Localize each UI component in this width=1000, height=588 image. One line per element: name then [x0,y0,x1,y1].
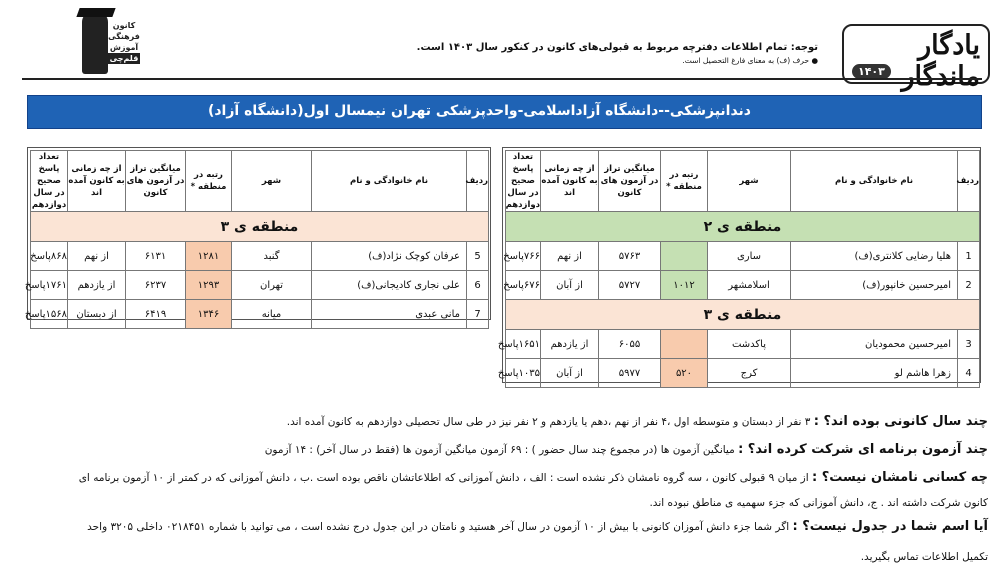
answers: ۶۷۶پاسخ [506,271,541,300]
faq-years-question: چند سال کانونی بوده اند؟ : [813,414,988,429]
student-name: امیرحسین محمودیان [791,330,958,359]
graduate-figure-icon [82,12,108,74]
table-row [506,330,980,359]
faq-missing-answer-cont: کانون شرکت داشته اند . ج، دانش آموزانی که جزء سهمیه ی مناطق نبوده اند. [649,497,988,509]
rank [661,242,708,271]
table-row [506,271,980,300]
region-header: منطقه ی ۳ [31,212,489,242]
since: از یازدهم [541,330,599,359]
col-rank: رتبه در منطقه * [661,151,708,212]
table-row [506,242,980,271]
col-avg: میانگین تراز در آزمون های کانون [599,151,661,212]
logo-year: ۱۴۰۳ [852,64,891,79]
rank: ۵۲۰ [661,359,708,388]
faq-not-listed-question: آیا اسم شما در جدول نیست؟ : [792,519,988,534]
student-name: عرفان کوچک نژاد(ف) [312,242,467,271]
average: ۶۱۳۱ [126,242,186,271]
faq-exams [265,442,988,457]
col-answers: تعداد پاسخ صحیح در سال دوازدهم [31,152,67,210]
col-rank: رتبه در منطقه * [186,151,232,212]
rank: ۱۰۱۲ [661,271,708,300]
since: از یازدهم [68,271,126,300]
city: کرج [708,359,791,388]
right-table [497,150,980,388]
rank: ۱۳۴۶ [186,300,232,329]
average: ۶۰۵۵ [599,330,661,359]
faq-exams-question: چند آزمون برنامه ای شرکت کرده اند؟ : [738,442,988,457]
city: ساری [708,242,791,271]
student-name: امیرحسین خانپور(ف) [791,271,958,300]
row-index: 5 [467,242,489,271]
city: پاکدشت [708,330,791,359]
graduation-cap-icon [76,8,115,17]
since: از نهم [541,242,599,271]
header-divider [22,78,982,80]
student-name: علی نجاری کادیجانی(ف) [312,271,467,300]
student-name: مانی عبدی [312,300,467,329]
col-row: ردیف [958,151,980,212]
col-avg: میانگین تراز در آزمون های کانون [126,151,186,212]
faq-years [287,414,988,429]
row-index: 1 [958,242,980,271]
kanoon-logo [78,8,140,78]
faq-missing-answer: از میان ۹ قبولی کانون ، سه گروه نامشان ذکر نشده است : الف ، دانش آموزانی که اطلاعاتشان ناقص بوده است .ب ، دانش آموزانی که در کمتر از ۱۰ آزمون برنامه ای [78,472,812,484]
since: از آبان [541,359,599,388]
student-name: زهرا هاشم لو [791,359,958,388]
average: ۵۷۲۷ [599,271,661,300]
average: ۵۹۷۷ [599,359,661,388]
since: از دبستان [68,300,126,329]
col-answers: تعداد پاسخ صحیح در سال دوازدهم [505,152,540,210]
city: گنبد [232,242,312,271]
faq-not-listed-answer: اگر شما جزء دانش آموزان کانونی با بیش از ۱۰ آزمون در سال آخر هستید و نامتان در این جدول درج نشده است ، می توانید با شماره ۰۲۱۸۴۵۱ داخلی ۳۲۰۵ واحد [87,521,793,533]
answers: ۱۵۶۸پاسخ [31,300,68,329]
header-notice: توجه: تمام اطلاعات دفترچه مربوط به قبولی‌های کانون در کنکور سال ۱۴۰۳ است. [416,42,818,53]
table-row [506,359,980,388]
col-row: ردیف [467,151,489,212]
since: از نهم [68,242,126,271]
row-index: 3 [958,330,980,359]
col-city: شهر [232,151,312,212]
rank: ۱۲۸۱ [186,242,232,271]
average: ۶۲۳۷ [126,271,186,300]
logo-line-1: کانون [112,21,136,30]
average: ۵۷۶۳ [599,242,661,271]
table-row [31,242,489,271]
faq-exams-answer: میانگین آزمون ها (در مجموع چند سال حضور ) : ۶۹ آزمون میانگین آزمون ها (فقط در سال آخر) : ۱۴ آزمون [264,444,739,456]
col-since: از چه زمانی به کانون آمده اند [541,151,599,212]
logo-line-3: آموزش [109,43,139,52]
average: ۶۴۱۹ [126,300,186,329]
col-name: نام خانوادگی و نام [791,151,958,212]
region-header: منطقه ی ۳ [506,300,980,330]
since: از آبان [541,271,599,300]
col-name: نام خانوادگی و نام [312,151,467,212]
city: تهران [232,271,312,300]
row-index: 4 [958,359,980,388]
table-row [31,271,489,300]
logo-text: یادگار ماندگار [901,30,980,92]
faq-years-answer: ۳ نفر از دبستان و متوسطه اول ،۴ نفر از نهم ،دهم یا یازدهم و ۲ نفر نیز در طی سال تحصیلی دوازدهم به کانون آمده اند. [286,416,814,428]
table-row [31,300,489,329]
faq-missing-question: چه کسانی نامشان نیست؟ : [812,470,988,485]
row-index: 7 [467,300,489,329]
left-table [24,150,489,329]
city: میانه [232,300,312,329]
faq-not-listed [87,519,988,534]
answers: ۱۰۳۵پاسخ [506,359,541,388]
answers: ۷۶۶پاسخ [506,242,541,271]
col-since: از چه زمانی به کانون آمده اند [68,151,126,212]
logo-line-4: قلم‌چی [109,54,139,63]
kanoon-logo-text [108,20,140,64]
region-header: منطقه ی ۲ [506,212,980,242]
logo-line-2: فرهنگی [108,32,140,41]
answers: ۸۶۸پاسخ [31,242,68,271]
city: اسلامشهر [708,271,791,300]
page-title: دندانپزشکی--دانشگاه آزاداسلامی-واحدپزشکی تهران نیمسال اول(دانشگاه آزاد) [207,103,751,119]
row-index: 6 [467,271,489,300]
answers: ۱۶۵۱پاسخ [506,330,541,359]
student-name: هلیا رضایی کلانتری(ف) [791,242,958,271]
answers: ۱۷۶۱پاسخ [31,271,68,300]
header-note: ● حرف (ف) به معنای فارغ التحصیل است. [682,56,818,65]
rank: ۱۲۹۳ [186,271,232,300]
yadegar-mandegar-logo [842,24,990,92]
rank [661,330,708,359]
faq-missing [79,470,988,485]
title-bar [27,95,982,129]
faq-not-listed-answer-cont: تکمیل اطلاعات تماس بگیرید. [860,551,988,563]
row-index: 2 [958,271,980,300]
col-city: شهر [708,151,791,212]
